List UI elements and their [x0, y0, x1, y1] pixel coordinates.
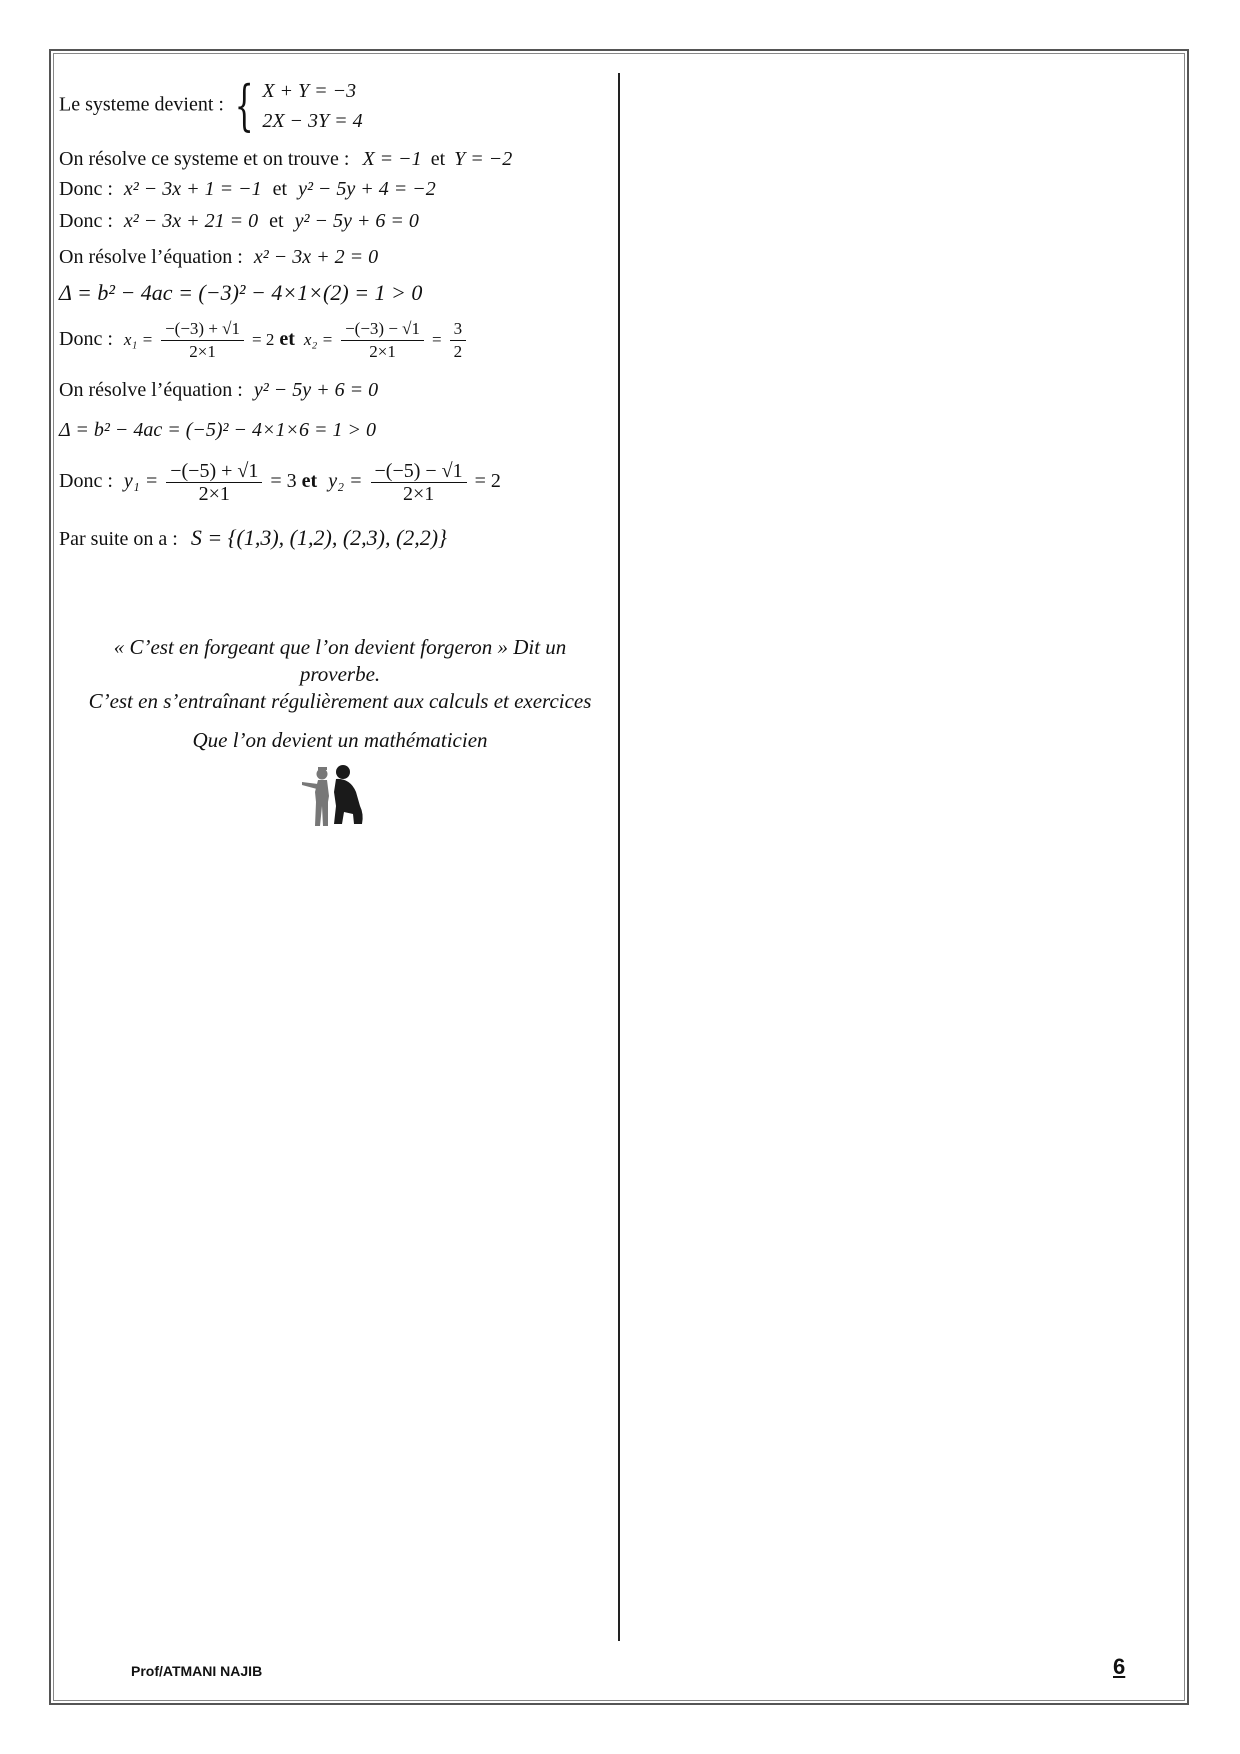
y1-result: = 3: [270, 470, 297, 493]
y1-numerator: −(−5) + √1: [166, 460, 262, 483]
discriminant-expression: Δ = b² − 4ac = (−3)² − 4×1×(2) = 1 > 0: [59, 280, 423, 305]
page-number: 6: [1113, 1654, 1126, 1679]
equation-2: 2X − 3Y = 4: [262, 110, 363, 132]
quadratic-x: x² − 3x + 2 = 0: [253, 246, 379, 268]
donc-label: Donc :: [59, 178, 113, 200]
et-word: et: [279, 328, 295, 351]
x2-fraction: [341, 318, 424, 363]
resolve-line-x: [59, 245, 378, 269]
column-divider: [618, 73, 620, 1641]
solution-y: Y = −2: [454, 148, 513, 170]
equation-y: y² − 5y + 6 = 0: [294, 210, 419, 232]
y2-fraction: [371, 460, 467, 505]
y2-numerator: −(−5) − √1: [371, 460, 467, 483]
y1-label: y₁ =: [123, 470, 159, 493]
solution-x: X = −1: [362, 148, 422, 170]
donc-label: Donc :: [59, 210, 113, 232]
solution-set-line: [59, 526, 447, 551]
quote-line-4: Que l’on devient un mathématicien: [192, 728, 488, 752]
donc-line-2: [59, 209, 419, 233]
system-of-equations: { X + Y = −3 2X − 3Y = 4: [234, 74, 363, 137]
et-word: et: [272, 178, 288, 200]
y2-denominator: 2×1: [402, 483, 435, 505]
x1-label: x₁ =: [123, 330, 154, 350]
x2-result-fraction: [450, 318, 467, 363]
equation-x: x² − 3x + 21 = 0: [123, 210, 259, 232]
donc-label: Donc :: [59, 470, 113, 493]
et-word: et: [301, 470, 318, 493]
x1-result: = 2: [252, 330, 275, 350]
roots-x-line: Donc : x₁ = $\frac{-(-3) + √1}{2\times 1}$ = 2 et x₂ = $\frac{-(-3) - √1}{2\times 1}$ = $\frac{3}{2}$: [59, 318, 469, 363]
solution-label: On résolve ce systeme et on trouve :: [59, 148, 350, 170]
y2-label: y₂ =: [328, 470, 363, 493]
resolve-label: On résolve l’équation :: [59, 246, 243, 268]
x2-denominator: 2×1: [369, 342, 396, 361]
discriminant-expression: Δ = b² − 4ac = (−5)² − 4×1×6 = 1 > 0: [59, 419, 377, 441]
roots-y-line: [59, 460, 501, 505]
donc-label: Donc :: [59, 328, 113, 351]
resolve-line-y: [59, 378, 378, 402]
resolve-label: On résolve l’équation :: [59, 379, 243, 401]
x2-label: x₂ =: [303, 330, 334, 350]
donc-line-1: [59, 177, 436, 201]
et-word: et: [430, 148, 446, 170]
system-line: [59, 76, 363, 136]
equation-1: X + Y = −3: [262, 80, 357, 102]
solution-set: S = {(1,3), (1,2), (2,3), (2,2)}: [190, 525, 447, 550]
equation-y: y² − 5y + 4 = −2: [298, 178, 436, 200]
quote-line-1: « C’est en forgeant que l’on devient forgeron » Dit un: [113, 635, 567, 659]
solution-set-label: Par suite on a :: [59, 528, 178, 550]
discriminant-y: [59, 418, 376, 442]
y1-denominator: 2×1: [198, 483, 230, 505]
y1-fraction: [166, 460, 262, 505]
x2-result-denominator: 2: [453, 342, 463, 361]
author-credit: Prof/ATMANI NAJIB: [131, 1663, 263, 1679]
system-label: Le systeme devient :: [59, 93, 224, 116]
discriminant-x: [59, 281, 422, 305]
quadratic-y: y² − 5y + 6 = 0: [253, 379, 379, 401]
x2-numerator: −(−3) − √1: [341, 318, 424, 341]
x1-numerator: −(−3) + √1: [161, 318, 244, 341]
adult-and-child-silhouette-icon: [298, 762, 370, 830]
et-word: et: [269, 210, 284, 232]
quote-line-3: C’est en s’entraînant régulièrement aux calculs et exercices: [88, 689, 592, 713]
x1-fraction: [161, 318, 244, 363]
x2-result-numerator: 3: [450, 318, 467, 341]
equation-x: x² − 3x + 1 = −1: [123, 178, 262, 200]
quote-line-2: proverbe.: [299, 662, 381, 686]
y2-result: = 2: [474, 470, 501, 493]
x1-denominator: 2×1: [189, 342, 216, 361]
solution-line: [59, 147, 512, 171]
